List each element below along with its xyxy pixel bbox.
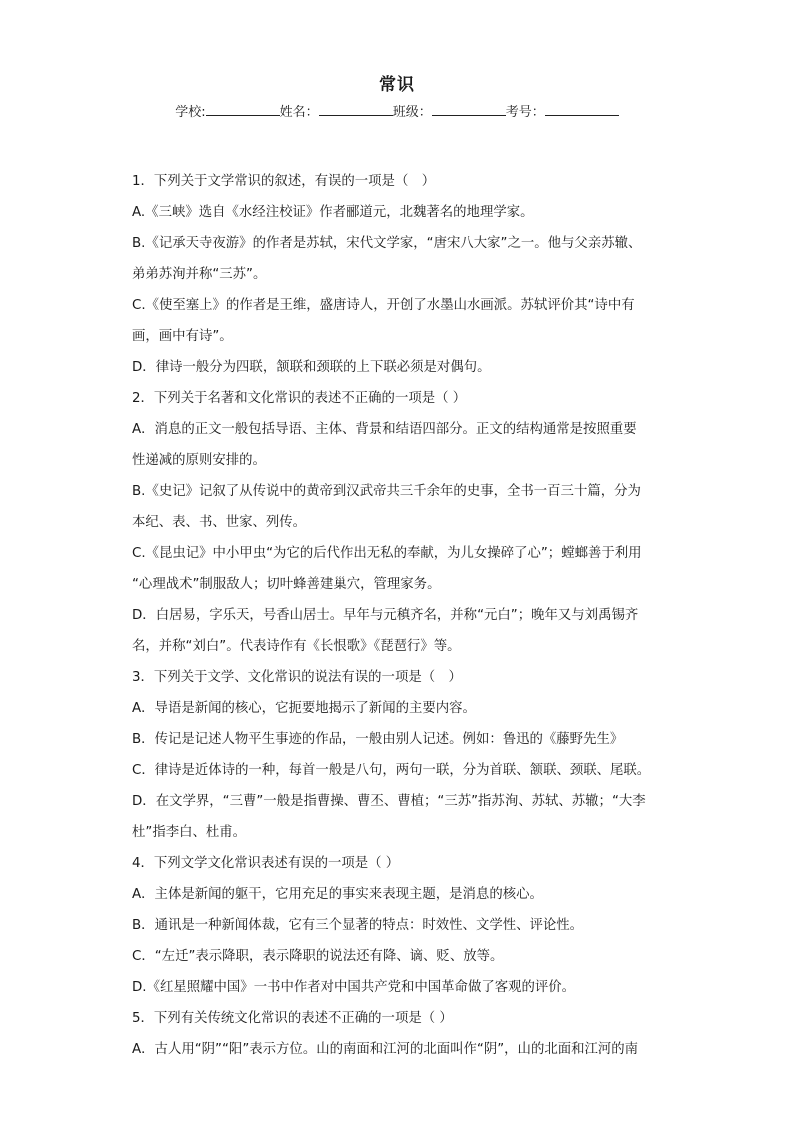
question-1-option-d: D．律诗一般分为四联，颔联和颈联的上下联必须是对偶句。 — [132, 360, 491, 375]
question-list — [132, 166, 668, 1065]
question-2-option-c: C.《昆虫记》中小甲虫“为它的后代作出无私的奉献，为儿女操碎了心”；螳螂善于利用 — [132, 546, 642, 561]
question-1-option-a: A.《三峡》选自《水经注校证》作者郦道元，北魏著名的地理学家。 — [132, 205, 534, 220]
question-2-option-d-cont: 名，并称“刘白”。代表诗作有《长恨歌》《琵琶行》等。 — [132, 639, 461, 654]
question-3-option-a: A．导语是新闻的核心，它扼要地揭示了新闻的主要内容。 — [132, 701, 476, 716]
exam-number-blank[interactable] — [545, 103, 619, 116]
question-4-option-d: D.《红星照耀中国》一书中作者对中国共产党和中国革命做了客观的评价。 — [132, 980, 576, 995]
question-4-stem: 4．下列文学文化常识表述有误的一项是（ ） — [132, 856, 400, 871]
question-2-option-d: D．白居易，字乐天，号香山居士。早年与元稹齐名，并称“元白”；晚年又与刘禹锡齐 — [132, 608, 639, 623]
question-1-stem: 1．下列关于文学常识的叙述，有误的一项是（ ） — [132, 174, 436, 189]
question-4-option-a: A．主体是新闻的躯干，它用充足的事实来表现主题，是消息的核心。 — [132, 887, 543, 902]
question-1-option-c: C.《使至塞上》的作者是王维，盛唐诗人，开创了水墨山水画派。苏轼评价其“诗中有 — [132, 298, 635, 313]
document-title: 常识 — [379, 75, 415, 95]
exam-number-label: 考号： — [505, 105, 545, 120]
question-2-option-b: B.《史记》记叙了从传说中的黄帝到汉武帝共三千余年的史事，全书一百三十篇，分为 — [132, 484, 641, 499]
student-info-line — [0, 101, 794, 120]
question-2-option-a-cont: 性递减的原则安排的。 — [132, 453, 266, 468]
question-1-option-b-cont: 弟弟苏洵并称“三苏”。 — [132, 267, 267, 282]
question-3-option-c: C．律诗是近体诗的一种，每首一般是八句，两句一联，分为首联、颔联、颈联、尾联。 — [132, 763, 651, 778]
question-2-stem: 2．下列关于名著和文化常识的表述不正确的一项是（ ） — [132, 391, 467, 406]
question-1-option-b: B.《记承天寺夜游》的作者是苏轼，宋代文学家，“唐宋八大家”之一。他与父亲苏辙、 — [132, 236, 642, 251]
name-blank[interactable] — [319, 103, 393, 116]
question-2-option-a: A．消息的正文一般包括导语、主体、背景和结语四部分。正文的结构通常是按照重要 — [132, 422, 637, 437]
question-3-option-b: B．传记是记述人物平生事迹的作品，一般由别人记述。例如：鲁迅的《藤野先生》 — [132, 732, 624, 747]
question-4-option-b: B．通讯是一种新闻体裁，它有三个显著的特点：时效性、文学性、评论性。 — [132, 918, 584, 933]
question-3-option-d-cont: 杜”指李白、杜甫。 — [132, 825, 247, 840]
question-3-stem: 3．下列关于文学、文化常识的说法有误的一项是（ ） — [132, 670, 462, 685]
question-1-option-c-cont: 画，画中有诗”。 — [132, 329, 233, 344]
question-3-option-d: D．在文学界，“三曹”一般是指曹操、曹丕、曹植；“三苏”指苏洵、苏轼、苏辙；“大李 — [132, 794, 646, 809]
class-label: 班级： — [392, 105, 432, 120]
school-blank[interactable] — [206, 103, 280, 116]
school-label: 学校: — [175, 105, 206, 120]
class-blank[interactable] — [432, 103, 506, 116]
name-label: 姓名： — [279, 105, 319, 120]
question-4-option-c: C．“左迁”表示降职，表示降职的说法还有降、谪、贬、放等。 — [132, 949, 504, 964]
question-2-option-c-cont: “心理战术”制服敌人；切叶蜂善建巢穴，管理家务。 — [132, 577, 441, 592]
question-5-stem: 5．下列有关传统文化常识的表述不正确的一项是（ ） — [132, 1011, 453, 1026]
question-2-option-b-cont: 本纪、表、书、世家、列传。 — [132, 515, 307, 530]
question-5-option-a: A．古人用“阴”“阳”表示方位。山的南面和江河的北面叫作“阴”，山的北面和江河的南 — [132, 1042, 639, 1057]
